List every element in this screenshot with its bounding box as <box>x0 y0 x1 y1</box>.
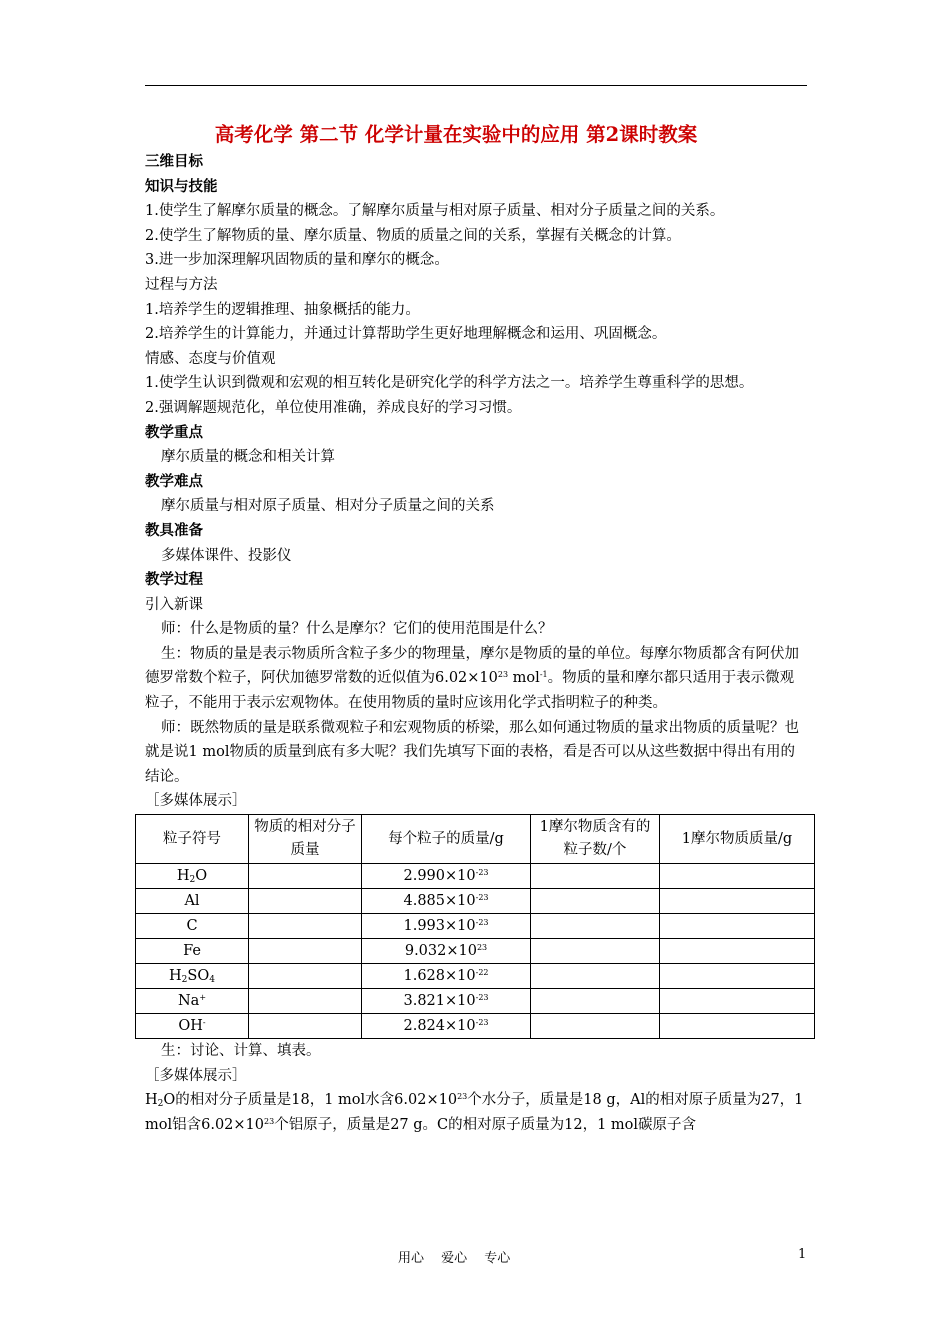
heading-knowledge: 知识与技能 <box>145 177 218 195</box>
exponent: 23 <box>264 1116 275 1126</box>
charge: + <box>199 993 207 1003</box>
particle-mass-cell <box>362 864 531 889</box>
particle-count-cell <box>531 964 660 989</box>
relative-mass-cell <box>249 864 362 889</box>
knowledge-item: 2.使学生了解物质的量、摩尔质量、物质的质量之间的关系，掌握有关概念的计算。 <box>145 227 681 244</box>
exponent: -1 <box>539 670 548 680</box>
answer-unit: mol <box>508 670 540 687</box>
symbol-text: SO <box>187 968 210 985</box>
knowledge-item: 1.使学生了解摩尔质量的概念。了解摩尔质量与相对原子质量、相对分子质量之间的关系。 <box>145 203 725 220</box>
particle-count-cell <box>531 939 660 964</box>
subscript: 2 <box>157 1099 164 1110</box>
symbol-text: H <box>176 868 190 885</box>
symbol-text: OH <box>178 1018 203 1035</box>
intro-text: 引入新课 <box>145 596 203 613</box>
particle-mass-cell <box>362 939 531 964</box>
molar-mass-cell <box>660 989 815 1014</box>
particle-mass-cell <box>362 964 531 989</box>
student-answer-1 <box>145 642 807 716</box>
answer-text: 生：物质的量是表示物质所含粒子多少的物理量，摩尔是物质的量的单位。每摩尔物质都含有阿伏加德罗常数个粒子，阿伏加德罗常数的近似值为6.02×10 <box>145 645 799 687</box>
particle-symbol-cell <box>136 914 249 939</box>
subscript: 2 <box>189 875 196 886</box>
heading-key: 教学重点 <box>145 423 203 441</box>
particle-count-cell <box>531 889 660 914</box>
molar-mass-cell <box>660 914 815 939</box>
process-item: 1.培养学生的逻辑推理、抽象概括的能力。 <box>145 301 420 318</box>
multimedia-label: ［多媒体展示］ <box>145 793 247 810</box>
molar-mass-cell <box>660 864 815 889</box>
knowledge-item: 3.进一步加深理解巩固物质的量和摩尔的概念。 <box>145 252 449 269</box>
paragraph-text: 个水分子，质量是18 g，Al的相对原子质量为27，1 mol铝含6.02×10 <box>145 1092 804 1133</box>
document-body <box>145 120 807 1137</box>
heading-difficulty: 教学难点 <box>145 472 203 490</box>
particle-symbol-cell <box>136 989 249 1014</box>
table-header-cell: 1摩尔物质含有的粒子数/个 <box>531 815 660 864</box>
relative-mass-cell <box>249 939 362 964</box>
particle-count-cell <box>531 914 660 939</box>
particle-mass-table <box>135 814 815 1039</box>
symbol-text: H <box>169 968 182 985</box>
footer-motto: 用心 爱心 专心 <box>398 1251 511 1266</box>
symbol-text: Al <box>184 893 200 910</box>
formula-text: H <box>145 1092 158 1109</box>
difficulty-text: 摩尔质量与相对原子质量、相对分子质量之间的关系 <box>161 498 495 515</box>
paragraph-text: O的相对分子质量是18，1 mol水含6.02×10 <box>163 1092 458 1109</box>
particle-symbol-cell <box>136 1014 249 1039</box>
mass-value: 2.824×10 <box>403 1018 476 1035</box>
particle-symbol-cell <box>136 964 249 989</box>
particle-mass-cell <box>362 989 531 1014</box>
header-rule <box>145 85 807 86</box>
molar-mass-cell <box>660 889 815 914</box>
table-header-row <box>136 815 815 864</box>
heading-emotion: 情感、态度与价值观 <box>145 350 276 367</box>
relative-mass-cell <box>249 889 362 914</box>
molar-mass-cell <box>660 939 815 964</box>
mass-value: 1.993×10 <box>403 918 476 935</box>
multimedia-label: ［多媒体展示］ <box>145 1067 247 1084</box>
particle-count-cell <box>531 864 660 889</box>
relative-mass-cell <box>249 989 362 1014</box>
particle-count-cell <box>531 1014 660 1039</box>
teacher-question-1: 师：什么是物质的量？什么是摩尔？它们的使用范围是什么？ <box>161 621 553 638</box>
mass-value: 1.628×10 <box>403 968 476 985</box>
heading-tools: 教具准备 <box>145 521 203 539</box>
exponent: -23 <box>475 893 489 903</box>
teacher-question-2: 师：既然物质的量是联系微观粒子和宏观物质的桥梁，那么如何通过物质的量求出物质的质量呢？也就是说1 mol物质的质量到底有多大呢？我们先填写下面的表格，看是否可以从这些数据中得出有用的结论。 <box>145 719 799 785</box>
table-row <box>136 864 815 889</box>
particle-mass-cell <box>362 1014 531 1039</box>
table-row <box>136 889 815 914</box>
paragraph-text: 个铝原子，质量是27 g。C的相对原子质量为12，1 mol碳原子含 <box>274 1116 697 1133</box>
symbol-text: Na <box>177 993 200 1010</box>
table-row <box>136 939 815 964</box>
exponent: 23 <box>476 943 488 953</box>
particle-symbol-cell <box>136 864 249 889</box>
mass-value: 3.821×10 <box>403 993 476 1010</box>
heading-procedure: 教学过程 <box>145 571 203 589</box>
table-body <box>136 864 815 1039</box>
symbol-text: Fe <box>183 943 201 960</box>
molar-mass-cell <box>660 964 815 989</box>
exponent: -23 <box>475 868 489 878</box>
table-row <box>136 989 815 1014</box>
particle-symbol-cell <box>136 889 249 914</box>
subscript: 4 <box>209 975 215 986</box>
exponent: -22 <box>475 968 489 978</box>
table-row <box>136 1014 815 1039</box>
answer-text: 。物质的量和摩尔都只适用于表示微观粒子，不能用于表示宏观物体。在使用物质的量时应该用化学式指明粒子的种类。 <box>145 670 795 712</box>
particle-symbol-cell <box>136 939 249 964</box>
process-item: 2.培养学生的计算能力，并通过计算帮助学生更好地理解概念和运用、巩固概念。 <box>145 326 667 343</box>
tools-text: 多媒体课件、投影仪 <box>161 547 292 564</box>
page-number: 1 <box>798 1247 807 1262</box>
page-title: 高考化学 第二节 化学计量在实验中的应用 第2课时教案 <box>214 123 698 146</box>
mass-value: 2.990×10 <box>403 868 476 885</box>
subscript: 2 <box>181 975 188 986</box>
table-row <box>136 914 815 939</box>
particle-mass-cell <box>362 889 531 914</box>
exponent: 23 <box>457 1092 468 1102</box>
table-header-cell: 每个粒子的质量/g <box>362 815 531 864</box>
student-answer-2: 生：讨论、计算、填表。 <box>161 1043 321 1060</box>
particle-mass-cell <box>362 914 531 939</box>
charge: - <box>202 1018 206 1028</box>
table-header-cell: 粒子符号 <box>136 815 249 864</box>
heading-process: 过程与方法 <box>145 276 218 293</box>
symbol-text: O <box>195 868 208 885</box>
relative-mass-cell <box>249 964 362 989</box>
exponent: 23 <box>497 670 509 680</box>
exponent: -23 <box>475 918 489 928</box>
relative-mass-cell <box>249 914 362 939</box>
exponent: -23 <box>475 993 489 1003</box>
table-header-cell: 1摩尔物质质量/g <box>660 815 815 864</box>
particle-count-cell <box>531 989 660 1014</box>
relative-mass-cell <box>249 1014 362 1039</box>
mass-value: 4.885×10 <box>403 893 476 910</box>
key-text: 摩尔质量的概念和相关计算 <box>161 449 335 466</box>
symbol-text: C <box>186 918 198 935</box>
heading-goals: 三维目标 <box>145 153 203 170</box>
molar-mass-cell <box>660 1014 815 1039</box>
emotion-item: 1.使学生认识到微观和宏观的相互转化是研究化学的科学方法之一。培养学生尊重科学的思想。 <box>145 375 754 392</box>
final-paragraph <box>145 1088 807 1137</box>
table-row <box>136 964 815 989</box>
emotion-item: 2.强调解题规范化，单位使用准确，养成良好的学习习惯。 <box>145 399 522 416</box>
mass-value: 9.032×10 <box>404 943 477 960</box>
exponent: -23 <box>475 1018 489 1028</box>
table-header-cell: 物质的相对分子质量 <box>249 815 362 864</box>
